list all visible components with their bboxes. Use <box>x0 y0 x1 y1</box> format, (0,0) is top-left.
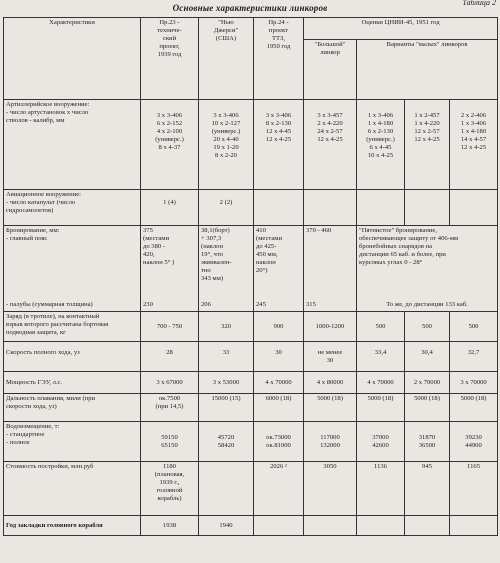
cell-cost-v2: 945 <box>405 462 450 516</box>
cell-power-v2: 2 х 70000 <box>405 372 450 394</box>
cell-artillery-pr23: 3 х 3-406 6 х 2-152 4 х 2-100 (универс.) 8 х 4-37 <box>141 100 199 190</box>
armor-nj-deck: 206 <box>201 301 211 308</box>
table-row-displacement <box>4 422 498 462</box>
armor-label-belt: Бронирование, мм: - главный пояс <box>6 227 60 242</box>
page-label: Таблица 2 <box>462 0 496 7</box>
cell-displacement-v3: 39230 44900 <box>450 422 498 462</box>
cell-artillery-pr24: 3 х 3-406 8 х 2-130 12 х 4-45 12 х 4-25 <box>254 100 304 190</box>
armor-pr24-deck: 245 <box>256 301 266 308</box>
row-label-armor <box>4 226 141 312</box>
row-label-cost: Стоимость постройки, млн.руб <box>4 462 141 516</box>
cell-cost-v1: 1136 <box>357 462 405 516</box>
cell-power-big: 4 х 80000 <box>304 372 357 394</box>
cell-artillery-nj: 3 х 3-406 10 х 2-127 (универс.) 20 х 4-40 19 х 1-20 8 х 2-20 <box>199 100 254 190</box>
battleship-characteristics-table <box>3 17 498 536</box>
row-label-aviation: Авиационное вооружение: - число катапульт (число гидросамолетов) <box>4 190 141 226</box>
cell-armor-nj <box>199 226 254 312</box>
row-label-charge: Заряд (в тротиле), на контактный взрыв которого рассчитана бортовая подводная защита, кг <box>4 312 141 342</box>
cell-aviation-v3 <box>450 190 498 226</box>
table-row-laydown <box>4 516 498 536</box>
table-row-armor <box>4 226 498 312</box>
cell-displacement-pr23: 59150 65150 <box>141 422 199 462</box>
cell-range-v2: 5000 (18) <box>405 394 450 422</box>
cell-displacement-v1: 37000 42600 <box>357 422 405 462</box>
cell-displacement-big: 117000 132000 <box>304 422 357 462</box>
cell-range-v3: 5000 (18) <box>450 394 498 422</box>
armor-small-belt: "Пятнистое" бронирование, обеспечивающее защиту от 406-мм бронебойных снарядов на дистанции 65 каб. и более, при курсовых углах 0 - 28° <box>359 227 459 266</box>
header-tsnii45: Оценки ЦНИИ-45, 1951 год <box>304 18 498 40</box>
armor-pr23-deck: 230 <box>143 301 153 308</box>
cell-speed-nj: 33 <box>199 342 254 372</box>
cell-displacement-pr24: ок.73000 ок.81000 <box>254 422 304 462</box>
cell-laydown-pr23: 1938 <box>141 516 199 536</box>
cell-charge-v3: 500 <box>450 312 498 342</box>
cell-armor-small <box>357 226 498 312</box>
cell-charge-v2: 500 <box>405 312 450 342</box>
cell-charge-v1: 500 <box>357 312 405 342</box>
cell-laydown-nj: 1940 <box>199 516 254 536</box>
cell-armor-pr24 <box>254 226 304 312</box>
cell-speed-pr24: 30 <box>254 342 304 372</box>
armor-pr24-belt: 410 (местами до 425- 450 мм, наклон 20°) <box>256 227 282 274</box>
cell-displacement-v2: 31870 36500 <box>405 422 450 462</box>
row-label-range: Дальность плавания, мили (при скорости хода, уз) <box>4 394 141 422</box>
header-pr23: Пр.23 - техниче- ский проект, 1939 год <box>141 18 199 100</box>
armor-small-deck: То же, до дистанции 133 каб. <box>386 301 468 308</box>
cell-laydown-v3 <box>450 516 498 536</box>
table-row-aviation <box>4 190 498 226</box>
header-small-variants: Варианты "малых" линкоров <box>357 40 498 100</box>
cell-armor-big <box>304 226 357 312</box>
header-pr24: Пр.24 - проект ТТЗ, 1950 год <box>254 18 304 100</box>
row-label-power: Мощность ГЭУ, л.с. <box>4 372 141 394</box>
header-new-jersey: "Нью Джерси" (США) <box>199 18 254 100</box>
armor-big-deck: 315 <box>306 301 316 308</box>
cell-charge-pr23: 700 - 750 <box>141 312 199 342</box>
cell-power-nj: 3 х 53000 <box>199 372 254 394</box>
cell-speed-v2: 30,4 <box>405 342 450 372</box>
table-row-artillery <box>4 100 498 190</box>
cell-aviation-nj: 2 (2) <box>199 190 254 226</box>
cell-range-nj: 15000 (15) <box>199 394 254 422</box>
cell-artillery-big: 3 х 3-457 2 х 4-220 24 х 2-57 12 х 4-25 <box>304 100 357 190</box>
cell-charge-nj: 320 <box>199 312 254 342</box>
cell-laydown-v2 <box>405 516 450 536</box>
cell-aviation-pr24 <box>254 190 304 226</box>
header-big-battleship: "Большой" линкор <box>304 40 357 100</box>
row-label-displacement: Водоизмещение, т: - стандартное - полное <box>4 422 141 462</box>
table-row-speed <box>4 342 498 372</box>
cell-speed-v1: 33,4 <box>357 342 405 372</box>
cell-cost-v3: 1165 <box>450 462 498 516</box>
cell-power-v1: 4 х 70000 <box>357 372 405 394</box>
cell-aviation-v1 <box>357 190 405 226</box>
armor-big-belt: 370 - 460 <box>306 227 332 234</box>
cell-aviation-big <box>304 190 357 226</box>
cell-power-pr24: 4 х 70000 <box>254 372 304 394</box>
table-caption: Основные характеристики линкоров <box>172 3 328 13</box>
cell-charge-pr24: 900 <box>254 312 304 342</box>
cell-range-v1: 5000 (18) <box>357 394 405 422</box>
cell-speed-big: не менее 30 <box>304 342 357 372</box>
cell-aviation-v2 <box>405 190 450 226</box>
armor-pr23-belt: 375 (местами до 380 - 420, наклон 5° ) <box>143 227 175 266</box>
armor-nj-belt: 38,1(борт) + 307,3 (наклон 19°, что эквивален- тно 343 мм) <box>201 227 232 282</box>
table-row-power <box>4 372 498 394</box>
table-row-cost <box>4 462 498 516</box>
cell-displacement-nj: 45720 58420 <box>199 422 254 462</box>
cell-speed-pr23: 28 <box>141 342 199 372</box>
cell-laydown-v1 <box>357 516 405 536</box>
cell-cost-big: 3050 <box>304 462 357 516</box>
cell-cost-nj <box>199 462 254 516</box>
cell-artillery-v1: 1 х 3-406 1 х 4-180 6 х 2-130 (универс.) 6 х 4-45 10 х 4-25 <box>357 100 405 190</box>
cell-armor-pr23 <box>141 226 199 312</box>
header-characteristics: Характеристики <box>4 18 141 100</box>
table-row-range <box>4 394 498 422</box>
cell-artillery-v3: 2 х 2-406 1 х 3-406 1 х 4-180 14 х 4-57 12 х 4-25 <box>450 100 498 190</box>
row-label-laydown: Год закладки головного корабля <box>4 516 141 536</box>
row-label-artillery: Артиллерийское вооружение: - число артустановок х число стволов - калибр, мм <box>4 100 141 190</box>
cell-range-big: 5000 (18) <box>304 394 357 422</box>
armor-label-deck: - палубы (суммарная толщина) <box>6 301 93 308</box>
cell-power-pr23: 3 х 67000 <box>141 372 199 394</box>
cell-charge-big: 1000-1200 <box>304 312 357 342</box>
cell-range-pr23: ок.7500 (при 14,5) <box>141 394 199 422</box>
cell-aviation-pr23: 1 (4) <box>141 190 199 226</box>
cell-laydown-big <box>304 516 357 536</box>
row-label-speed: Скорость полного хода, уз <box>4 342 141 372</box>
cell-laydown-pr24 <box>254 516 304 536</box>
table-row-charge <box>4 312 498 342</box>
cell-power-v3: 3 х 70000 <box>450 372 498 394</box>
cell-range-pr24: 6000 (18) <box>254 394 304 422</box>
cell-artillery-v2: 1 х 2-457 1 х 4-220 12 х 2-57 12 х 4-25 <box>405 100 450 190</box>
cell-cost-pr24: 2026 ² <box>254 462 304 516</box>
cell-cost-pr23: 1180 (плановая, 1939 г., головной корабль) <box>141 462 199 516</box>
cell-speed-v3: 32,7 <box>450 342 498 372</box>
